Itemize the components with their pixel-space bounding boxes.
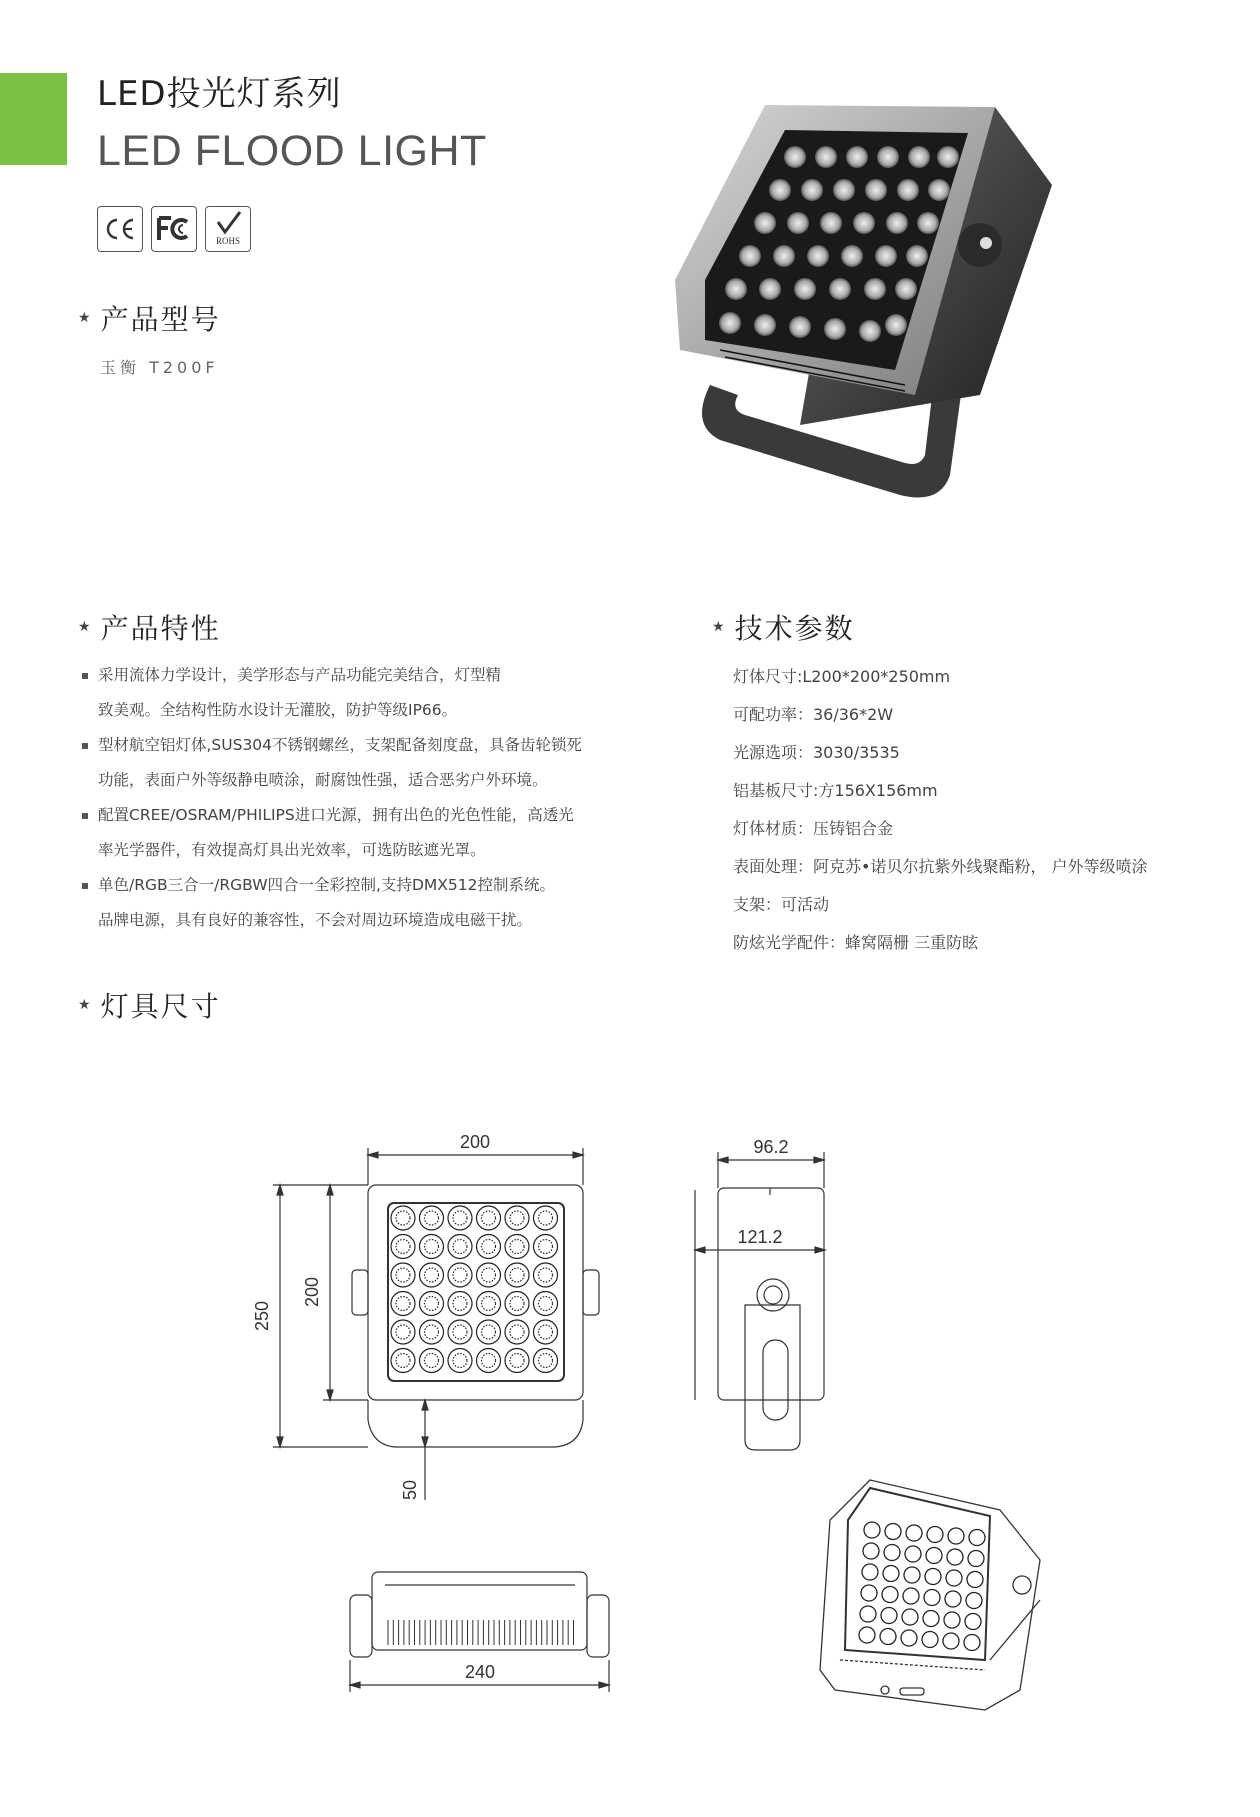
led-lens-honeycomb [482,1240,496,1254]
feature-item [80,728,640,798]
led-lens-outline [420,1206,444,1230]
side-view-drawing [695,1137,825,1450]
led-lens-outline [391,1320,415,1344]
led-lens-honeycomb [539,1297,553,1311]
led-lens-outline [534,1235,558,1259]
led-lens-honeycomb [539,1354,553,1368]
led-lens-outline [448,1292,472,1316]
led-lens-honeycomb [539,1211,553,1225]
iso-led-lens [903,1588,919,1604]
bottom-view-drawing [350,1572,609,1692]
led-lens-honeycomb [482,1325,496,1339]
iso-led-lens [904,1567,920,1583]
iso-led-lens [965,1614,981,1630]
led-lens-honeycomb [425,1268,439,1282]
led-lens-honeycomb [539,1325,553,1339]
led-lens-outline [477,1206,501,1230]
dim-label-side-depth: 96.2 [753,1137,789,1157]
iso-led-lens [945,1591,961,1607]
spec-item: 可配功率：36/36*2W [733,705,894,724]
led-lens-outline [534,1320,558,1344]
front-view-drawing [252,1132,599,1500]
iso-led-lens [922,1632,938,1648]
iso-led-lens [926,1548,942,1564]
led-lens-outline [391,1349,415,1373]
fcc-mark-icon [151,206,197,252]
star-bullet-icon: ★ [78,619,93,635]
feature-item [80,798,640,868]
led-lens-honeycomb [482,1354,496,1368]
iso-led-lens [927,1527,943,1543]
led-lens-outline [448,1349,472,1373]
led-lens-honeycomb [510,1240,524,1254]
dim-label-front-width: 200 [459,1132,491,1152]
led-lens-honeycomb [396,1268,410,1282]
led-lens-outline [420,1263,444,1287]
iso-led-lens [884,1545,900,1561]
led-lens-honeycomb [539,1268,553,1282]
led-lens-outline [534,1292,558,1316]
iso-led-lens [943,1633,959,1649]
iso-led-lens [864,1522,880,1538]
led-lens-honeycomb [539,1240,553,1254]
led-lens-honeycomb [396,1211,410,1225]
feature-line: 配置CREE/OSRAM/PHILIPS进口光源，拥有出色的光色性能，高透光 [98,806,574,824]
spec-item: 灯体材质：压铸铝合金 [733,819,894,838]
feature-line: 单色/RGB三合一/RGBW四合一全彩控制,支持DMX512控制系统。 [98,876,555,894]
spec-item: 表面处理：阿克苏•诺贝尔抗紫外线聚酯粉， 户外等级喷涂 [733,857,1148,876]
spec-item: 支架：可活动 [733,895,830,914]
iso-led-lens [925,1569,941,1585]
led-lens-outline [505,1349,529,1373]
led-lens-outline [505,1235,529,1259]
led-lens-outline [505,1206,529,1230]
product-photo [650,95,1060,505]
spec-item: 铝基板尺寸:方156X156mm [733,781,938,800]
led-lens-honeycomb [425,1325,439,1339]
iso-led-lens [880,1629,896,1645]
certification-badges [97,206,251,252]
led-lens-honeycomb [396,1325,410,1339]
led-lens-outline [477,1235,501,1259]
feature-item [80,868,640,938]
features-list [80,658,640,938]
model-section-heading [78,298,221,338]
model-heading-text: 产品型号 [100,303,221,336]
iso-led-lens [905,1546,921,1562]
led-lens-honeycomb [453,1240,467,1254]
led-lens-honeycomb [482,1268,496,1282]
dimensions-heading-text: 灯具尺寸 [100,990,221,1023]
dim-label-front-height-body: 200 [302,1276,322,1308]
led-lens-honeycomb [453,1354,467,1368]
led-lens-honeycomb [453,1211,467,1225]
led-lens-outline [505,1263,529,1287]
star-bullet-icon: ★ [78,310,93,326]
led-lens-outline [477,1320,501,1344]
iso-led-lens [861,1585,877,1601]
led-lens-honeycomb [453,1297,467,1311]
spec-item: 光源选项：3030/3535 [733,743,900,762]
led-lens-outline [391,1263,415,1287]
spec-item: 灯体尺寸:L200*200*250mm [733,667,951,686]
led-lens-outline [391,1206,415,1230]
iso-led-lens [860,1606,876,1622]
feature-line: 型材航空铝灯体,SUS304不锈钢螺丝，支架配备刻度盘，具备齿轮锁死 [98,736,583,754]
model-number: 玉衡 T200F [100,358,219,377]
feature-line: 品牌电源，具有良好的兼容性，不会对周边环境造成电磁干扰。 [98,911,533,929]
specs-heading-text: 技术参数 [734,612,855,645]
dimensions-section-heading [78,985,221,1025]
led-lens-outline [391,1292,415,1316]
led-lens-honeycomb [396,1297,410,1311]
led-lens-outline [448,1206,472,1230]
iso-led-lens [944,1612,960,1628]
led-lens-honeycomb [510,1354,524,1368]
led-lens-honeycomb [510,1297,524,1311]
led-lens-outline [420,1320,444,1344]
accent-tab [0,73,67,165]
page-title-cn: LED投光灯系列 [97,74,342,114]
led-lens-honeycomb [425,1354,439,1368]
led-lens-outline [505,1320,529,1344]
led-lens-honeycomb [510,1325,524,1339]
led-lens-outline [420,1235,444,1259]
dim-label-side-pivot: 121.2 [737,1227,783,1247]
iso-led-lens [948,1528,964,1544]
feature-line: 致美观。全结构性防水设计无灌胶，防护等级IP66。 [98,701,458,719]
star-bullet-icon: ★ [78,997,93,1013]
dim-label-bottom-width: 240 [464,1662,496,1682]
iso-led-lens [859,1627,875,1643]
iso-led-lens [906,1525,922,1541]
ce-mark-icon [97,206,143,252]
led-lens-honeycomb [510,1268,524,1282]
rohs-mark-icon [205,206,251,252]
feature-line: 率光学器件，有效提高灯具出光效率，可选防眩遮光罩。 [98,841,486,859]
led-lens-honeycomb [396,1240,410,1254]
features-section-heading [78,607,221,647]
iso-led-lens [862,1564,878,1580]
led-lens-outline [477,1292,501,1316]
led-lens-outline [534,1206,558,1230]
iso-led-lens [967,1572,983,1588]
led-lens-outline [534,1349,558,1373]
led-lens-outline [420,1292,444,1316]
iso-led-lens [863,1543,879,1559]
iso-led-lens [968,1551,984,1567]
led-lens-outline [448,1235,472,1259]
led-lens-honeycomb [453,1325,467,1339]
iso-led-lens [883,1566,899,1582]
led-lens-outline [420,1349,444,1373]
page-title-en: LED FLOOD LIGHT [97,127,487,175]
led-lens-honeycomb [453,1268,467,1282]
iso-led-lens [946,1570,962,1586]
feature-line: 采用流体力学设计，美学形态与产品功能完美结合，灯型精 [98,666,502,684]
specs-section-heading [712,607,855,647]
iso-led-lens [924,1590,940,1606]
iso-led-lens [885,1524,901,1540]
iso-led-lens [902,1609,918,1625]
led-lens-honeycomb [425,1297,439,1311]
iso-led-lens [881,1608,897,1624]
iso-led-lens [969,1530,985,1546]
dimension-drawings [0,1100,1260,1720]
led-lens-honeycomb [425,1240,439,1254]
led-lens-outline [448,1263,472,1287]
led-lens-honeycomb [396,1354,410,1368]
dim-label-bracket-offset: 50 [400,1479,420,1501]
feature-line: 功能，表面户外等级静电喷涂，耐腐蚀性强，适合恶劣户外环境。 [98,771,548,789]
led-lens-honeycomb [482,1297,496,1311]
led-lens-outline [477,1263,501,1287]
led-lens-honeycomb [482,1211,496,1225]
led-lens-honeycomb [425,1211,439,1225]
feature-item [80,658,640,728]
led-lens-outline [534,1263,558,1287]
spec-item: 防炫光学配件：蜂窝隔栅 三重防眩 [733,933,979,952]
features-heading-text: 产品特性 [100,612,221,645]
svg-text:ROHS: ROHS [215,236,241,246]
isometric-view-drawing [820,1480,1040,1710]
led-lens-outline [505,1292,529,1316]
star-bullet-icon: ★ [712,619,727,635]
led-lens-outline [477,1349,501,1373]
iso-led-lens [901,1630,917,1646]
led-lens-outline [391,1235,415,1259]
specs-list [733,658,1148,962]
led-lens-honeycomb [510,1211,524,1225]
iso-led-lens [923,1611,939,1627]
led-lens-outline [448,1320,472,1344]
iso-led-lens [964,1635,980,1651]
iso-led-lens [966,1593,982,1609]
iso-led-lens [882,1587,898,1603]
iso-led-lens [947,1549,963,1565]
dim-label-front-height-total: 250 [252,1300,272,1332]
